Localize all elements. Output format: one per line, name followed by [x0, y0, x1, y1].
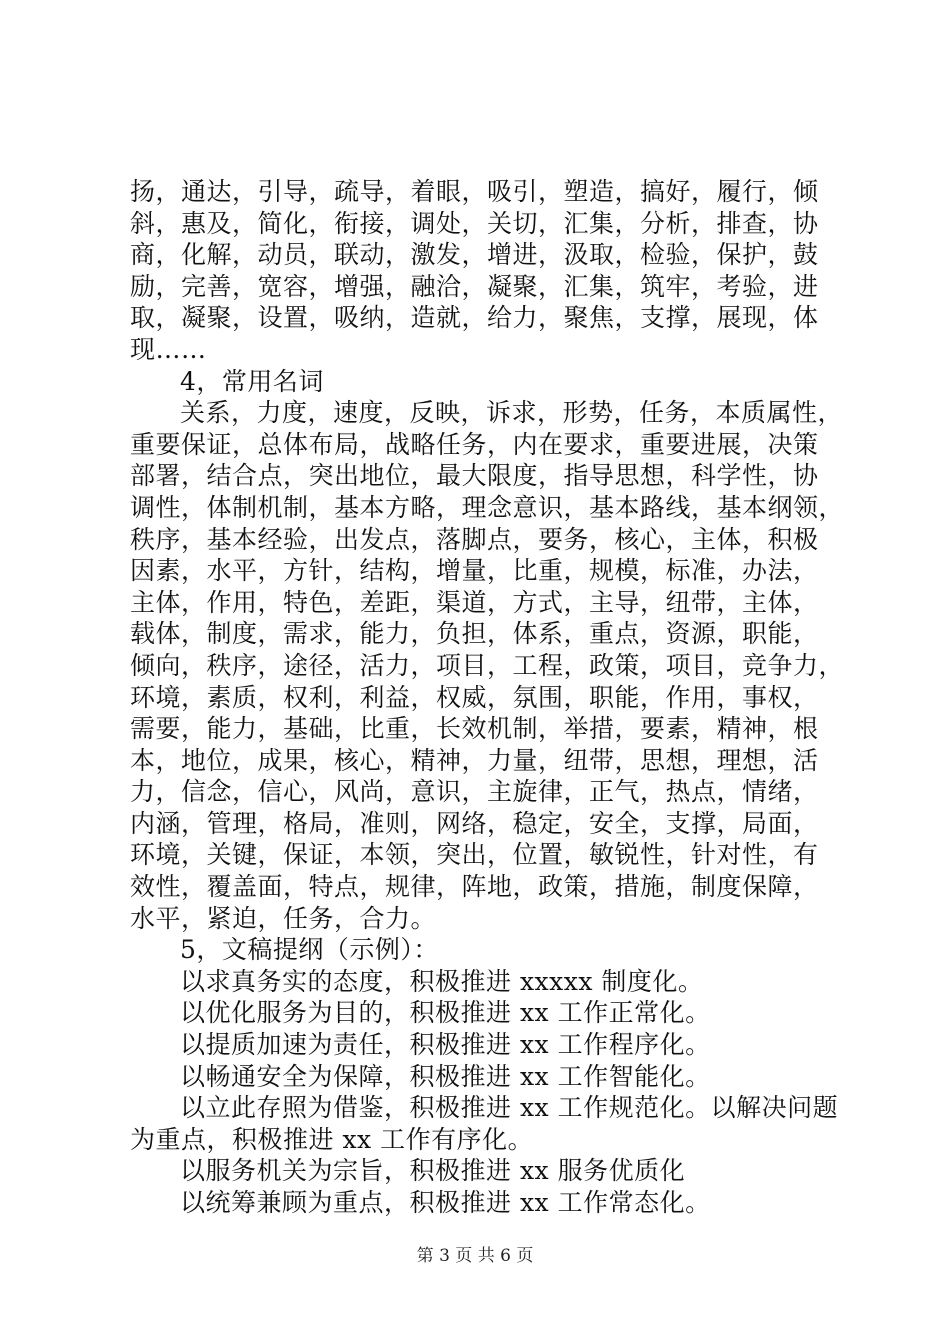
text-line: 力，信念，信心，风尚，意识，主旋律，正气，热点，情绪，	[130, 777, 819, 807]
text-line: 倾向，秩序，途径，活力，项目，工程，政策，项目，竞争力，	[130, 650, 845, 680]
text-line: 本，地位，成果，核心，精神，力量，纽带，思想，理想，活	[130, 745, 819, 775]
outline-item: 以畅通安全为保障，积极推进 xx 工作智能化。	[180, 1061, 711, 1091]
text-line: 现……	[130, 334, 207, 364]
page-footer	[0, 1244, 950, 1268]
text-line: 需要，能力，基础，比重，长效机制，举措，要素，精神，根	[130, 714, 819, 744]
text-line: 水平，紧迫，任务，合力。	[130, 903, 437, 933]
section-heading: 5，文稿提纲（示例）：	[180, 935, 439, 965]
text-line: 载体，制度，需求，能力，负担，体系，重点，资源，职能，	[130, 619, 819, 649]
text-line: 主体，作用，特色，差距，渠道，方式，主导，纽带，主体，	[130, 587, 819, 617]
outline-item: 以服务机关为宗旨，积极推进 xx 服务优质化	[180, 1156, 686, 1186]
text-line: 重要保证，总体布局，战略任务，内在要求，重要进展，决策	[130, 429, 819, 459]
outline-item: 以提质加速为责任，积极推进 xx 工作程序化。	[180, 1030, 711, 1060]
text-line: 调性，体制机制，基本方略，理念意识，基本路线，基本纲领，	[130, 492, 845, 522]
page-number-label: 第 3 页 共 6 页	[416, 1246, 534, 1266]
text-line: 扬，通达，引导，疏导，着眼，吸引，塑造，搞好，履行，倾	[130, 177, 819, 206]
outline-item: 为重点，积极推进 xx 工作有序化。	[130, 1124, 534, 1154]
text-line: 秩序，基本经验，出发点，落脚点，要务，核心，主体，积极	[130, 524, 819, 554]
outline-item: 以求真务实的态度，积极推进 xxxxx 制度化。	[180, 966, 704, 996]
text-line: 斜，惠及，简化，衔接，调处，关切，汇集，分析，排查，协	[130, 208, 819, 238]
text-line: 部署，结合点，突出地位，最大限度，指导思想，科学性，协	[130, 461, 819, 491]
text-line: 商，化解，动员，联动，激发，增进，汲取，检验，保护，鼓	[130, 240, 819, 270]
outline-item: 以优化服务为目的，积极推进 xx 工作正常化。	[180, 998, 711, 1028]
text-line: 取，凝聚，设置，吸纳，造就，给力，聚焦，支撑，展现，体	[130, 303, 819, 333]
text-line: 效性，覆盖面，特点，规律，阵地，政策，措施，制度保障，	[130, 872, 819, 902]
text-line: 环境，关键，保证，本领，突出，位置，敏锐性，针对性，有	[130, 840, 819, 870]
section-heading: 4，常用名词	[180, 366, 324, 396]
text-line: 关系，力度，速度，反映，诉求，形势，任务，本质属性，	[180, 398, 844, 428]
text-line: 因素，水平，方针，结构，增量，比重，规模，标准，办法，	[130, 556, 819, 586]
outline-item: 以立此存照为借鉴，积极推进 xx 工作规范化。以解决问题	[180, 1093, 839, 1123]
outline-item: 以统筹兼顾为重点，积极推进 xx 工作常态化。	[180, 1188, 711, 1217]
text-line: 励，完善，宽容，增强，融洽，凝聚，汇集，筑牢，考验，进	[130, 271, 819, 301]
body-text	[130, 176, 845, 1219]
text-line: 环境，素质，权利，利益，权威，氛围，职能，作用，事权，	[130, 682, 819, 712]
text-line: 内涵，管理，格局，准则，网络，稳定，安全，支撑，局面，	[130, 808, 819, 838]
